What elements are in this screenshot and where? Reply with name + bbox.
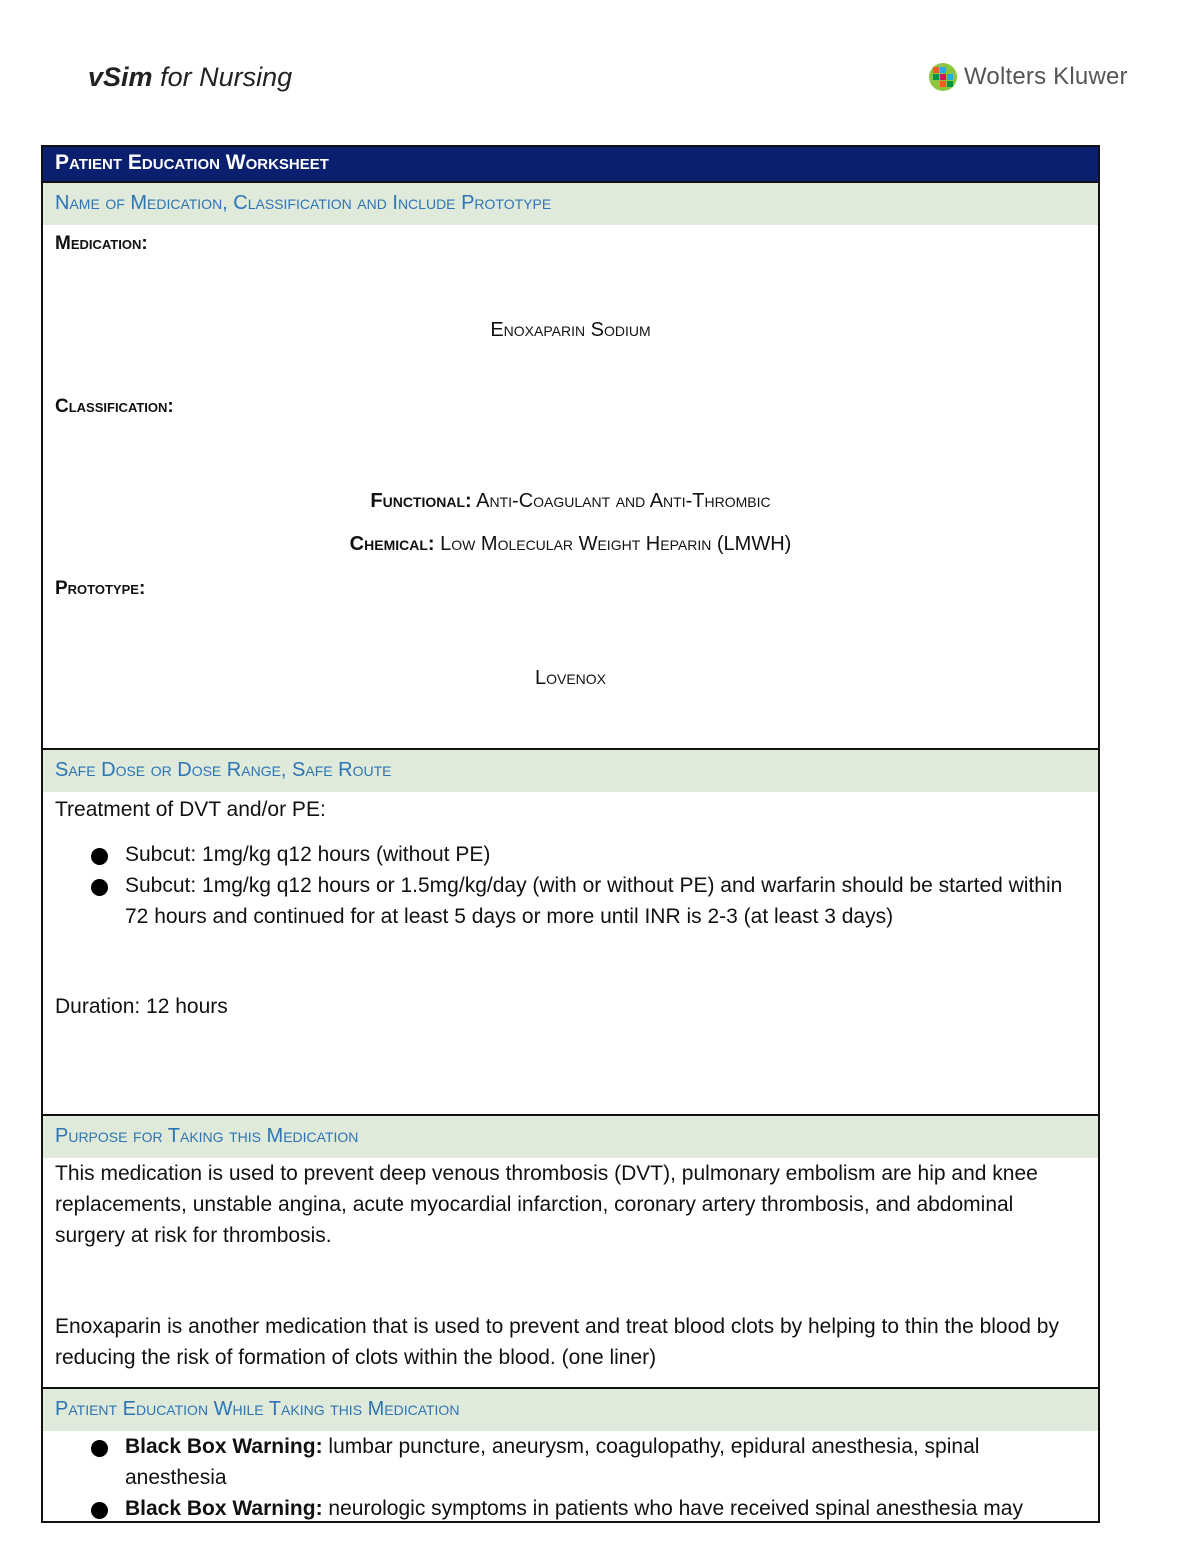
section-purpose (43, 1116, 1098, 1389)
prototype-value: Lovenox (534, 667, 607, 689)
section-heading-dose: Safe Dose or Dose Range, Safe Route (43, 750, 1098, 792)
chemical-classification (43, 533, 1098, 556)
worksheet-title: Patient Education Worksheet (43, 147, 1098, 183)
section-medication (43, 183, 1098, 750)
dose-item: Subcut: 1mg/kg q12 hours or 1.5mg/kg/day (with or without PE) and warfarin should be started within 72 hours and continued for at least 5 days or more until INR is 2-3 (at least 3 days) (125, 870, 1078, 932)
dose-item: Subcut: 1mg/kg q12 hours (without PE) (125, 839, 1078, 870)
purpose-summary: Enoxaparin is another medication that is used to prevent and treat blood clots by helping to thin the blood by reducing the risk of formation of clots within the blood. (one liner) (55, 1315, 1059, 1369)
purpose-paragraph: This medication is used to prevent deep venous thrombosis (DVT), pulmonary embolism are hip and knee replacements, unstable angina, acute myocardial infarction, coronary artery thrombosis, and abdominal surgery at risk for thrombosis. (55, 1162, 1038, 1247)
brand-sim: Sim (103, 62, 153, 92)
section-education (43, 1389, 1098, 1523)
vsim-logo (88, 62, 292, 93)
wolters-kluwer-icon (928, 62, 958, 92)
section-heading-purpose: Purpose for Taking this Medication (43, 1116, 1098, 1158)
classification-label: Classification: (55, 396, 174, 417)
education-list (43, 1431, 1098, 1523)
dose-duration: Duration: 12 hours (55, 995, 228, 1018)
functional-label: Functional: (370, 490, 472, 512)
brand-v: v (88, 62, 104, 92)
warning-text: neurologic symptoms in patients who have received spinal anesthesia may (322, 1497, 1023, 1520)
dose-list (43, 839, 1098, 932)
prototype-label: Prototype: (55, 578, 146, 599)
medication-label: Medication: (55, 233, 148, 254)
wolters-kluwer-logo (928, 62, 1128, 92)
section-dose (43, 750, 1098, 1116)
functional-classification (43, 490, 1098, 513)
publisher-name: Wolters Kluwer (964, 63, 1128, 90)
warning-text: lumbar puncture, aneurysm, coagulopathy, epidural anesthesia, spinal anesthesia (125, 1435, 980, 1489)
education-item (125, 1431, 1078, 1493)
functional-value: Anti-Coagulant and Anti-Thrombic (471, 490, 771, 512)
section-heading-medication: Name of Medication, Classification and Include Prototype (43, 183, 1098, 225)
dose-intro: Treatment of DVT and/or PE: (55, 798, 326, 821)
warning-label: Black Box Warning: (125, 1435, 323, 1458)
medication-value: Enoxaparin Sodium (490, 319, 651, 341)
education-item (125, 1493, 1078, 1523)
worksheet (41, 145, 1100, 1523)
brand-rest: for Nursing (152, 62, 293, 92)
chemical-label: Chemical: (349, 533, 435, 555)
section-heading-education: Patient Education While Taking this Medication (43, 1389, 1098, 1431)
chemical-value: Low Molecular Weight Heparin (LMWH) (434, 533, 792, 555)
warning-label: Black Box Warning: (125, 1497, 323, 1520)
